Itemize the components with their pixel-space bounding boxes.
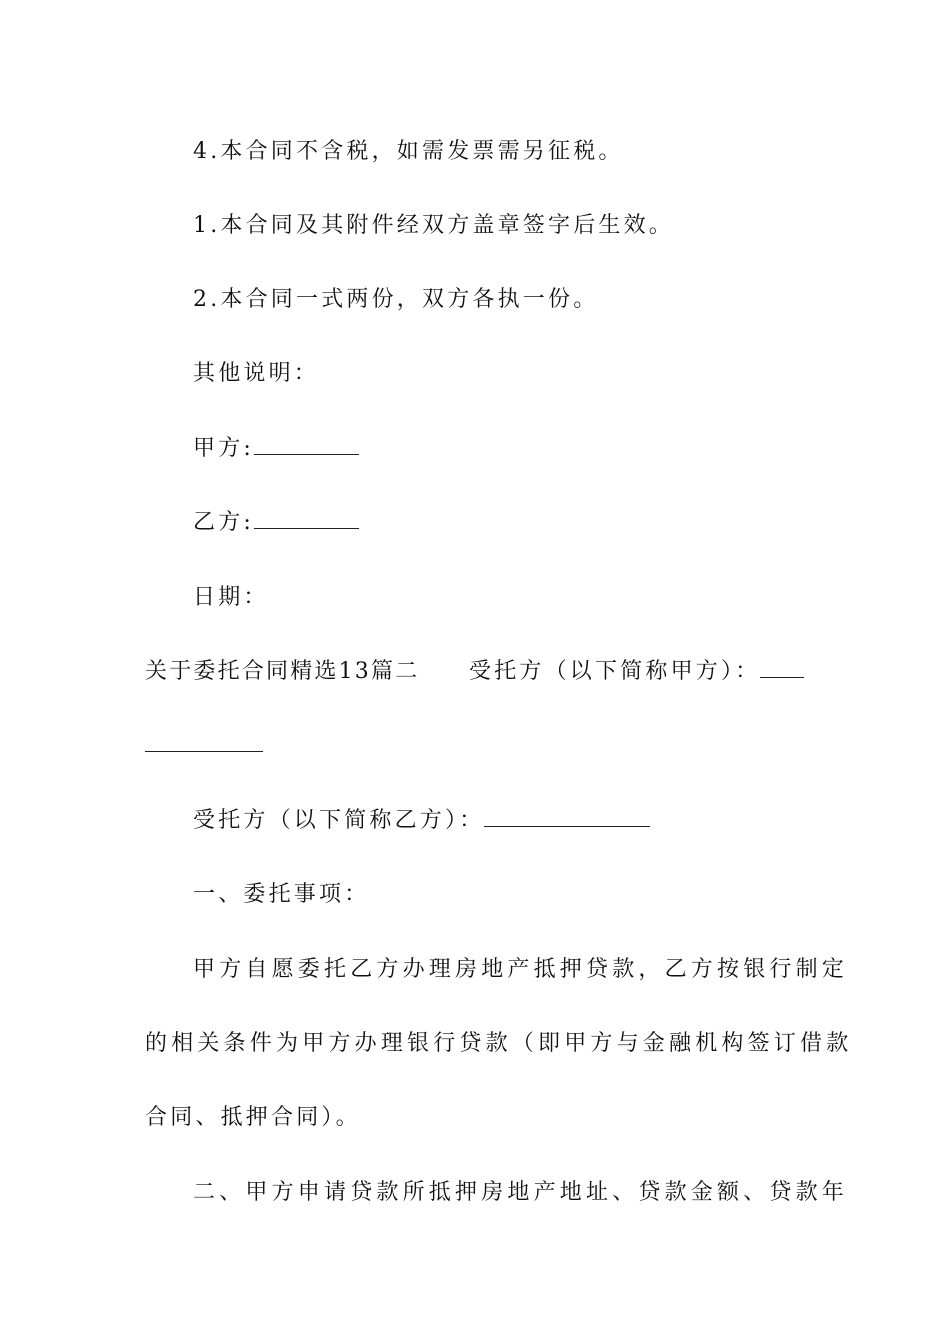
paragraph-line-3	[145, 1103, 361, 1133]
party-b-blank	[254, 510, 359, 529]
paragraph-line-2-text: 的相关条件为甲方办理银行贷款（即甲方与金融机构签订借款	[145, 1031, 853, 1056]
heading-loan-details	[193, 1178, 848, 1208]
trustee-a-blank-continued-line	[145, 731, 263, 761]
paragraph-line-3-text: 合同、抵押合同）。	[145, 1105, 361, 1130]
party-b-label: 乙方:	[193, 510, 255, 535]
heading-loan-details-text: 二、甲方申请贷款所抵押房地产地址、贷款金额、贷款年	[193, 1180, 849, 1205]
party-a-blank	[254, 436, 359, 455]
clause-effective	[193, 211, 674, 241]
clause-copies-text: 2.本合同一式两份，双方各执一份。	[193, 287, 599, 312]
section-title-text: 关于委托合同精选13篇二	[145, 659, 420, 684]
trustee-a-blank-start	[760, 659, 804, 678]
trustee-b-line	[193, 806, 650, 836]
paragraph-line-1	[193, 955, 848, 985]
heading-entrusted-matters	[193, 880, 369, 910]
paragraph-line-2	[145, 1029, 852, 1059]
clause-tax-text: 4.本合同不含税，如需发票需另征税。	[193, 139, 624, 164]
trustee-a-blank-continued	[145, 733, 263, 752]
clause-effective-text: 1.本合同及其附件经双方盖章签字后生效。	[193, 213, 674, 238]
trustee-b-blank	[484, 808, 650, 827]
trustee-a-label: 受托方（以下简称甲方）：	[469, 659, 761, 684]
heading-entrusted-matters-text: 一、委托事项：	[193, 882, 370, 907]
party-a-label: 甲方:	[193, 436, 255, 461]
party-a-signature	[193, 434, 359, 464]
clause-tax	[193, 137, 624, 167]
other-notes-text: 其他说明：	[193, 361, 320, 386]
paragraph-line-1-text: 甲方自愿委托乙方办理房地产抵押贷款，乙方按银行制定	[193, 957, 849, 982]
trustee-b-label: 受托方（以下简称乙方）：	[193, 808, 485, 833]
other-notes-label	[193, 359, 319, 389]
date-label	[193, 583, 269, 613]
trustee-a-line	[469, 657, 804, 687]
party-b-signature	[193, 508, 359, 538]
section-title	[145, 657, 419, 687]
clause-copies	[193, 285, 598, 315]
date-text: 日期：	[193, 585, 269, 610]
